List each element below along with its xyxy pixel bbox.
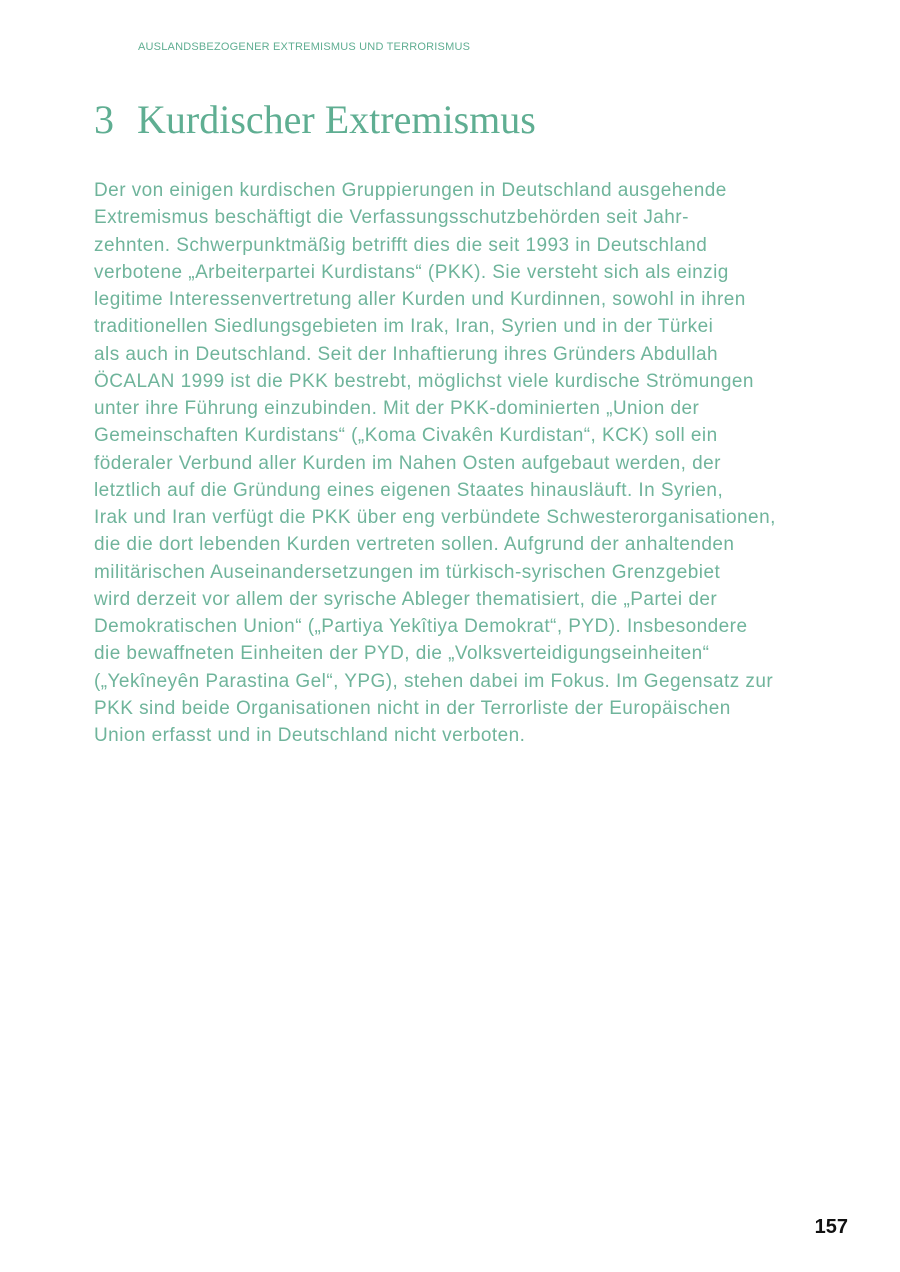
body-line: Union erfasst und in Deutschland nicht verboten. [94,725,526,746]
body-line: Der von einigen kurdischen Gruppierungen in Deutschland ausgehende [94,180,727,201]
body-line: die die dort lebenden Kurden vertreten sollen. Aufgrund der anhaltenden [94,534,735,556]
body-line: als auch in Deutschland. Seit der Inhaftierung ihres Gründers Abdullah [94,343,719,365]
body-line: ÖCALAN 1999 ist die PKK bestrebt, möglichst viele kurdische Strömungen [94,370,754,392]
body-line: verbotene „Arbeiterpartei Kurdistans“ (PKK). Sie versteht sich als einzig [94,261,729,283]
body-line: Gemeinschaften Kurdistans“ („Koma Civakên Kurdistan“, KCK) soll ein [94,425,718,447]
body-paragraph [94,177,854,749]
body-line: („Yekîneyên Parastina Gel“, YPG), stehen dabei im Fokus. Im Gegensatz zur [94,670,774,692]
body-line: militärischen Auseinandersetzungen im türkisch-syrischen Grenzgebiet [94,561,721,583]
body-line: Extremismus beschäftigt die Verfassungsschutzbehörden seit Jahr- [94,207,689,229]
chapter-heading [94,96,536,144]
body-line: legitime Interessenvertretung aller Kurden und Kurdinnen, sowohl in ihren [94,289,746,310]
chapter-number: 3 [94,97,114,142]
body-line: die bewaffneten Einheiten der PYD, die „Volksverteidigungseinheiten“ [94,643,710,665]
body-line: zehnten. Schwerpunktmäßig betrifft dies die seit 1993 in Deutschland [94,234,708,256]
body-line: föderaler Verbund aller Kurden im Nahen Osten aufgebaut werden, der [94,452,721,474]
body-line: Demokratischen Union“ („Partiya Yekîtiya Demokrat“, PYD). Insbesondere [94,616,748,637]
running-header: AUSLANDSBEZOGENER EXTREMISMUS UND TERRORISMUS [138,41,471,53]
body-line: Irak und Iran verfügt die PKK über eng verbündete Schwesterorganisationen, [94,507,776,528]
body-line: unter ihre Führung einzubinden. Mit der PKK-dominierten „Union der [94,398,700,419]
body-line: PKK sind beide Organisationen nicht in der Terrorliste der Europäischen [94,697,731,719]
chapter-title: Kurdischer Extremismus [137,97,536,142]
page-number: 157 [814,1216,848,1238]
body-line: wird derzeit vor allem der syrische Ableger thematisiert, die „Partei der [94,588,718,610]
body-line: traditionellen Siedlungsgebieten im Irak, Iran, Syrien und in der Türkei [94,316,714,338]
body-line: letztlich auf die Gründung eines eigenen Staates hinausläuft. In Syrien, [94,479,724,501]
